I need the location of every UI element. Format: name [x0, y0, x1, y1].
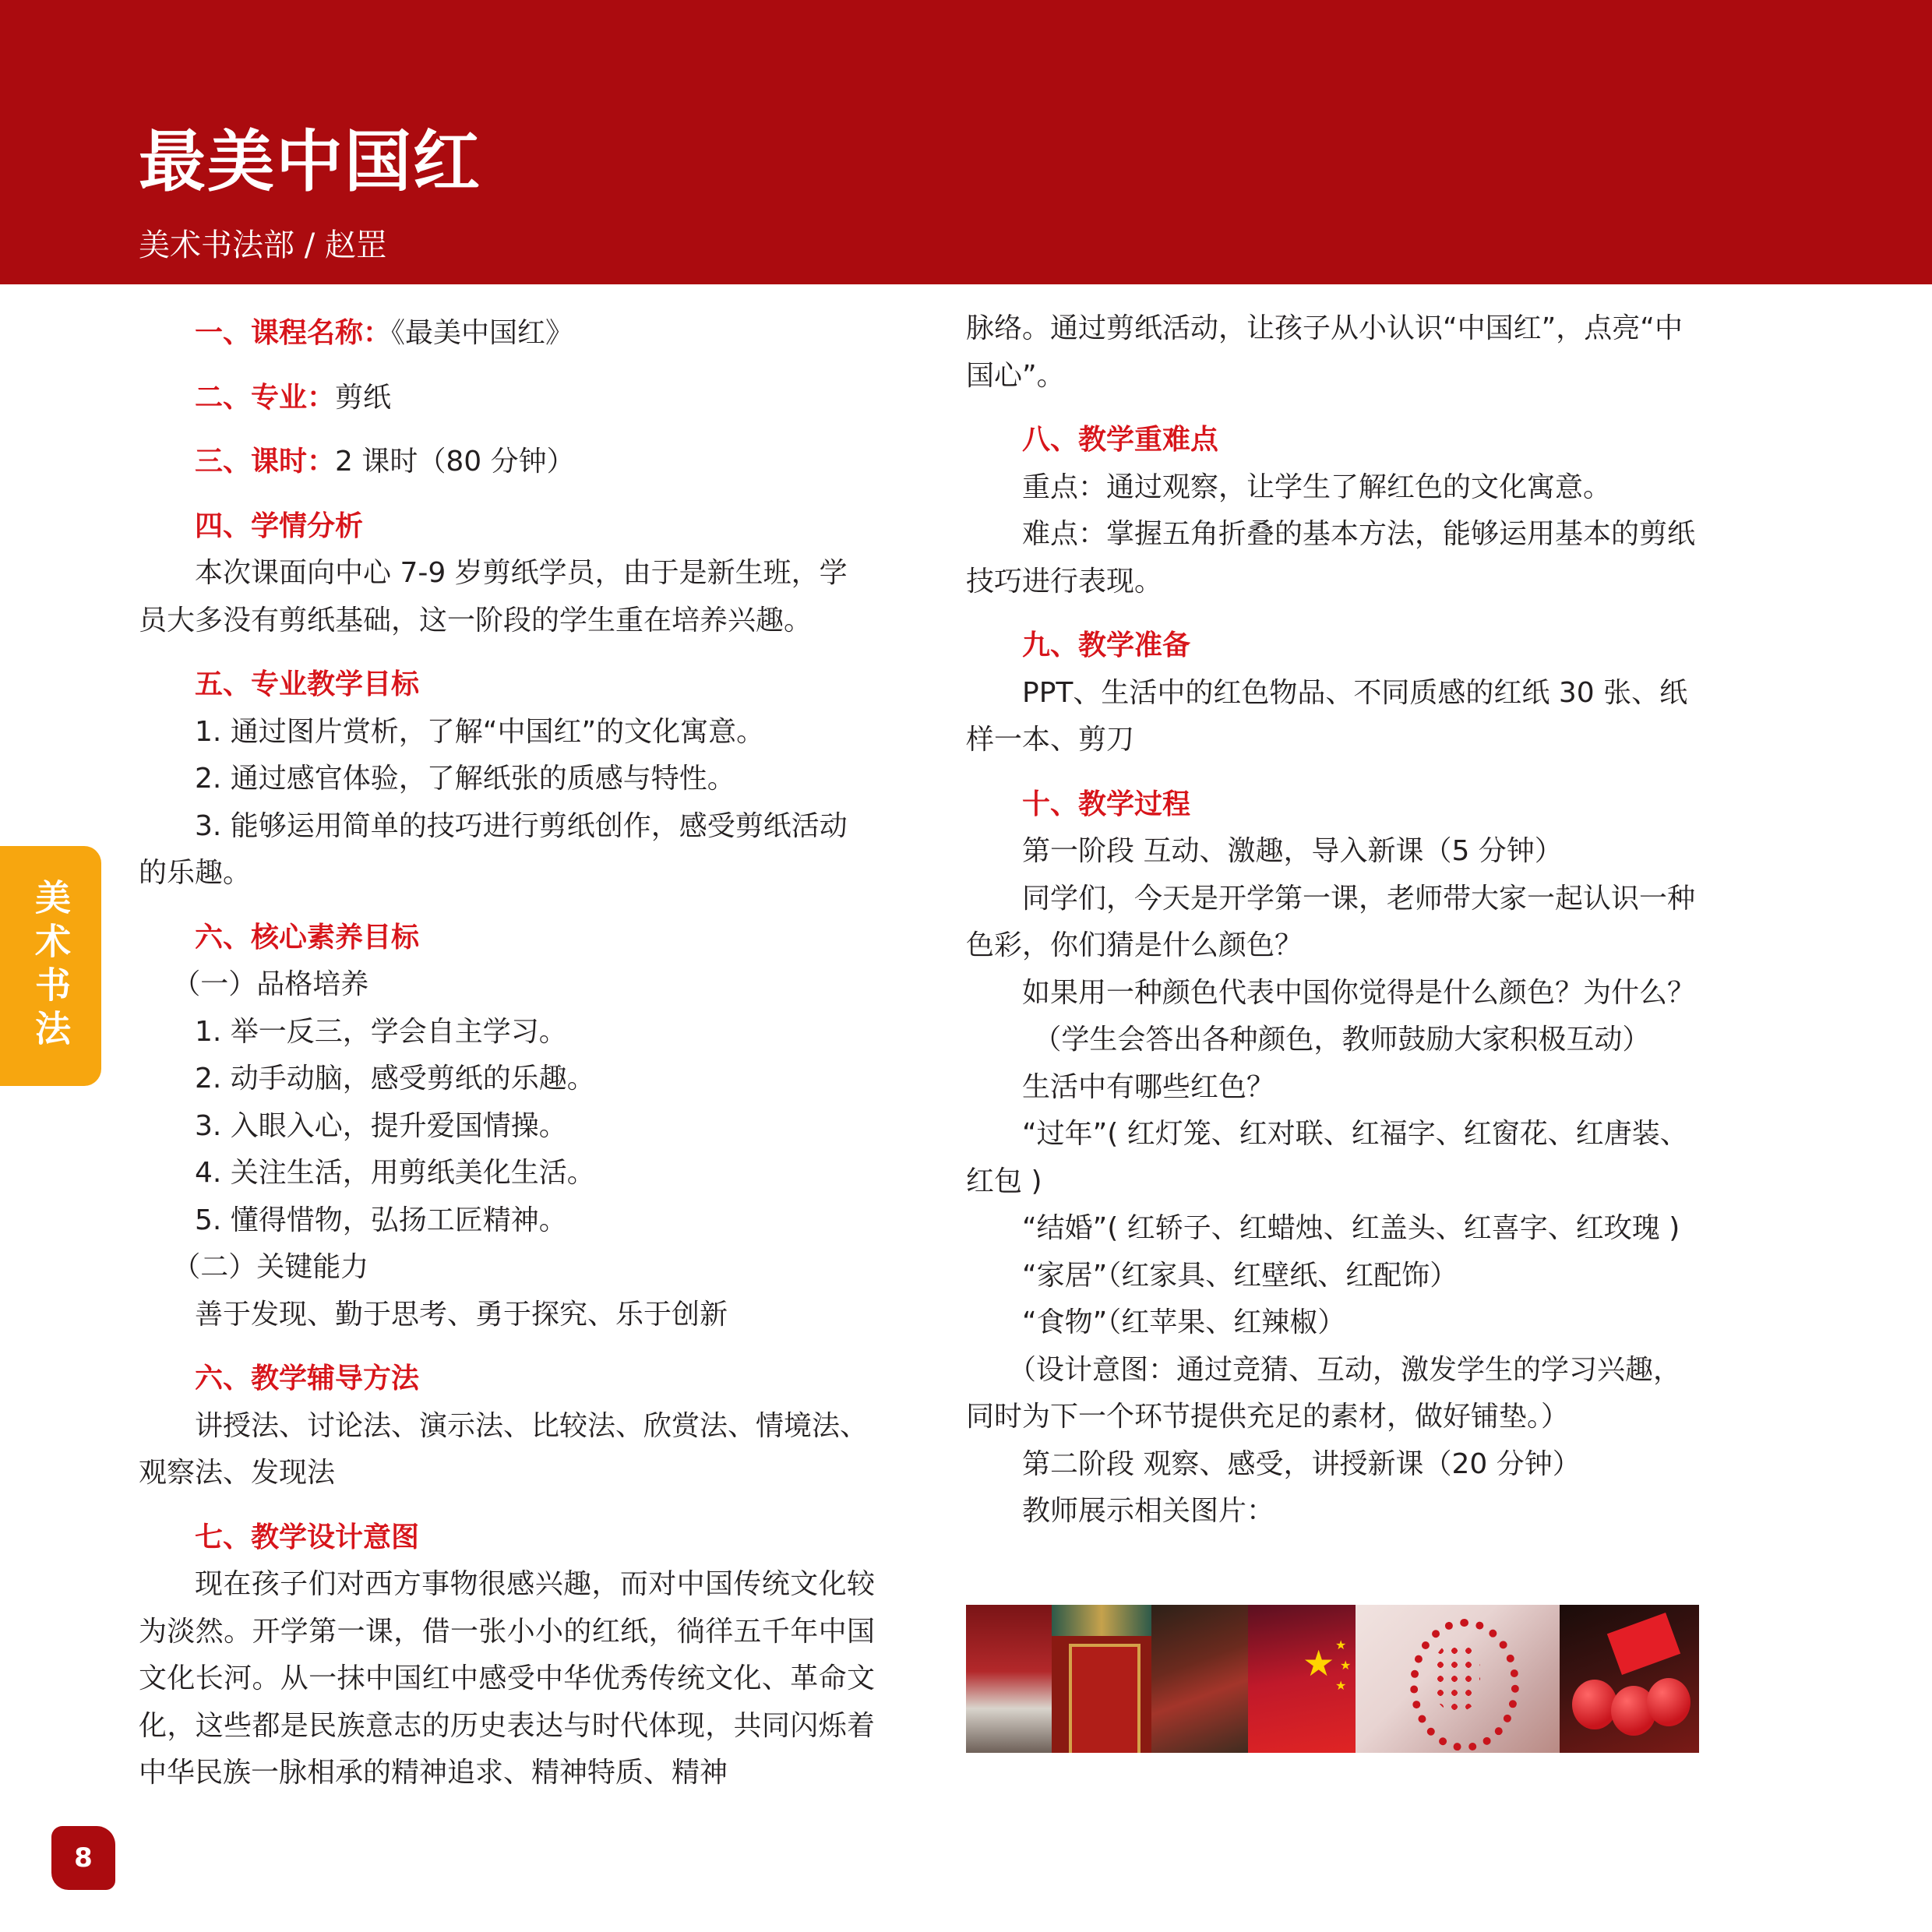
- page-title: 最美中国红: [139, 123, 481, 201]
- flag-small-star-icon: ★: [1335, 1638, 1347, 1652]
- china-red-photo-strip: [966, 1605, 1699, 1753]
- core-item: 4. 关注生活，用剪纸美化生活。: [195, 1157, 595, 1189]
- side-tab-label: 美术书法: [30, 879, 72, 1053]
- process-line: 同学们，今天是开学第一课，老师带大家一起认识一种色彩，你们猜是什么颜色？: [966, 882, 1696, 961]
- hours-value: 2 课时（80 分钟）: [335, 446, 575, 478]
- difficulty-text: 难点：掌握五角折叠的基本方法，能够运用基本的剪纸技巧进行表现。: [966, 518, 1696, 598]
- section-heading-process: 十、教学过程: [1022, 788, 1191, 820]
- process-line: （学生会答出各种颜色，教师鼓励大家积极互动）: [1033, 1024, 1651, 1056]
- course-name-value: 《最美中国红》: [391, 317, 574, 349]
- section-heading-core: 六、核心素养目标: [195, 921, 420, 954]
- process-line: 教师展示相关图片：: [1022, 1495, 1275, 1527]
- goal-item: 3. 能够运用简单的技巧进行剪纸创作，感受剪纸活动的乐趣。: [139, 809, 848, 889]
- hours-line: [139, 439, 875, 486]
- flag-small-star-icon: ★: [1340, 1658, 1352, 1673]
- page-subtitle: 美术书法部 / 赵罡: [139, 227, 387, 263]
- process-line: （设计意图：通过竞猜、互动，激发学生的学习兴趣，同时为下一个环节提供充足的素材，做好铺垫。）: [966, 1353, 1682, 1433]
- core-item: 3. 入眼入心，提升爱国情操。: [195, 1109, 567, 1142]
- methods-text: 讲授法、讨论法、演示法、比较法、欣赏法、情境法、观察法、发现法: [139, 1409, 869, 1489]
- focus-text: 重点：通过观察，让学生了解红色的文化寓意。: [1022, 471, 1612, 503]
- photo-red-wall-lantern: [1151, 1605, 1248, 1753]
- major-value: 剪纸: [335, 381, 392, 414]
- intent-text: 现在孩子们对西方事物很感兴趣，而对中国传统文化较为淡然。开学第一课，借一张小小的红纸，徜徉五千年中国文化长河。从一抹中国红中感受中华优秀传统文化、革命文化，这些都是民族意志的历史表达与时代体现，共同闪烁着中华民族一脉相承的精神追求、精神特质、精神: [139, 1568, 875, 1789]
- photo-national-flag: [1248, 1605, 1356, 1753]
- process-line: “家居”（红家具、红壁纸、红配饰）: [1022, 1259, 1458, 1292]
- photo-red-palace-gate: [1052, 1605, 1151, 1753]
- section-heading-key-points: 八、教学重难点: [1022, 424, 1219, 456]
- process-line: 如果用一种颜色代表中国你觉得是什么颜色？为什么？: [1022, 976, 1696, 1009]
- header-banner: [0, 0, 1932, 284]
- major-label: 二、专业：: [195, 381, 336, 414]
- core-subheading-character: （一）品格培养: [172, 968, 369, 1000]
- analysis-text: 本次课面向中心 7-9 岁剪纸学员，由于是新生班，学员大多没有剪纸基础，这一阶段的学生重在培养兴趣。: [139, 557, 848, 636]
- flag-star-icon: ★: [1303, 1642, 1335, 1684]
- photo-red-envelope-eggs: [1560, 1605, 1699, 1753]
- section-side-tab: [0, 846, 101, 1086]
- right-column: [966, 305, 1702, 1535]
- hours-label: 三、课时：: [195, 446, 336, 478]
- process-line: 第二阶段 观察、感受，讲授新课（20 分钟）: [1022, 1447, 1581, 1480]
- goal-item: 1. 通过图片赏析，了解“中国红”的文化寓意。: [195, 715, 765, 748]
- process-line: “食物”（红苹果、红辣椒）: [1022, 1306, 1346, 1338]
- process-line: “结婚”( 红轿子、红蜡烛、红盖头、红喜字、红玫瑰 ): [1022, 1212, 1680, 1244]
- core-item: 2. 动手动脑，感受剪纸的乐趣。: [195, 1063, 595, 1095]
- section-heading-goals: 五、专业教学目标: [195, 668, 420, 700]
- section-heading-prep: 九、教学准备: [1022, 629, 1191, 661]
- process-line: 第一阶段 互动、激趣，导入新课（5 分钟）: [1022, 835, 1563, 867]
- photo-snowy-palace: [966, 1605, 1052, 1753]
- core-ability-text: 善于发现、勤于思考、勇于探究、乐于创新: [195, 1298, 728, 1331]
- course-name-label: 一、课程名称：: [195, 317, 392, 349]
- photo-paper-cut: [1356, 1605, 1560, 1753]
- left-column: [139, 310, 875, 1797]
- intent-text-continued: 脉络。通过剪纸活动，让孩子从小认识“中国红”，点亮“中国心”。: [966, 312, 1683, 392]
- course-name-line: [139, 310, 875, 358]
- core-item: 1. 举一反三，学会自主学习。: [195, 1015, 567, 1048]
- prep-text: PPT、生活中的红色物品、不同质感的红纸 30 张、纸样一本、剪刀: [966, 676, 1688, 756]
- section-heading-intent: 七、教学设计意图: [195, 1521, 420, 1553]
- core-subheading-ability: （二）关键能力: [172, 1251, 369, 1283]
- page-number: 8: [51, 1826, 115, 1890]
- process-line: 生活中有哪些红色？: [1022, 1070, 1275, 1103]
- process-line: “过年”( 红灯笼、红对联、红福字、红窗花、红唐装、红包 ): [966, 1118, 1688, 1197]
- flag-small-star-icon: ★: [1335, 1678, 1347, 1693]
- major-line: [139, 375, 875, 422]
- section-heading-analysis: 四、学情分析: [195, 509, 364, 542]
- core-item: 5. 懂得惜物，弘扬工匠精神。: [195, 1204, 567, 1236]
- goal-item: 2. 通过感官体验，了解纸张的质感与特性。: [195, 763, 735, 795]
- section-heading-methods: 六、教学辅导方法: [195, 1363, 420, 1394]
